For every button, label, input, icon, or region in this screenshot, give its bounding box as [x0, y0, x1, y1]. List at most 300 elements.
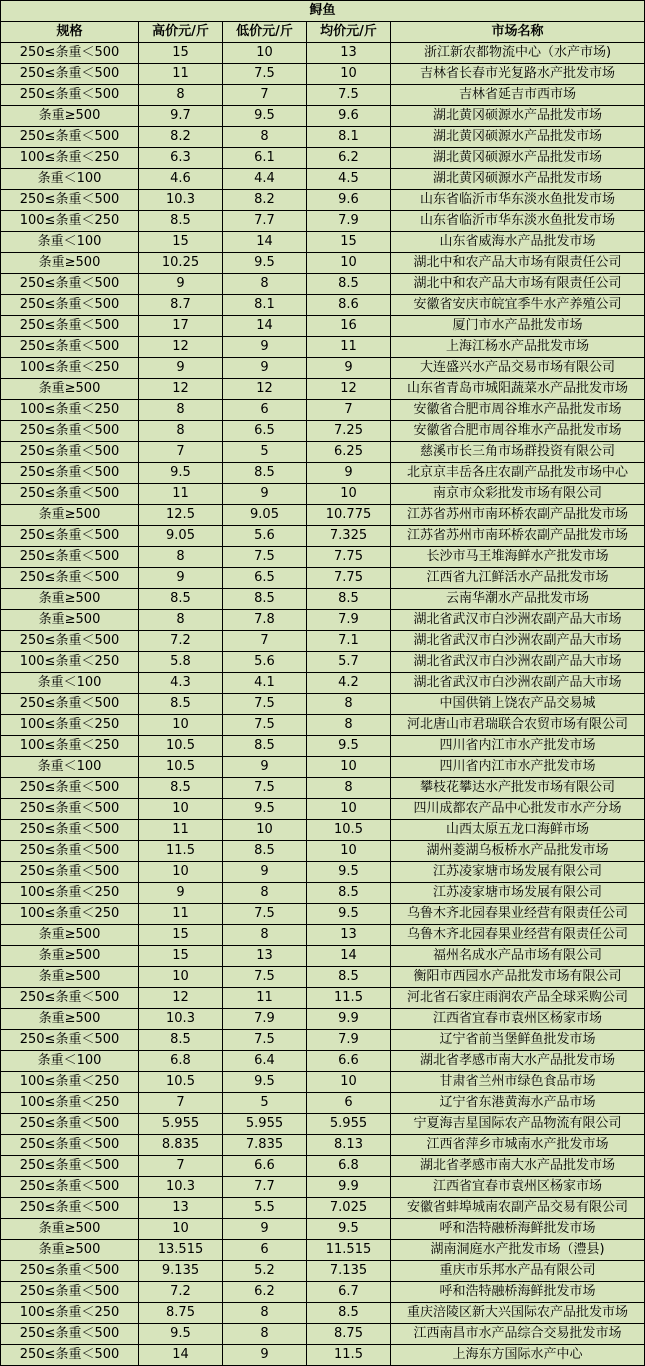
- cell-low-price: 7.8: [223, 610, 307, 631]
- cell-spec: 100≤条重＜250: [1, 715, 139, 736]
- cell-market-name: 湖北省武汉市白沙洲农副产品大市场: [391, 652, 645, 673]
- cell-low-price: 7.5: [223, 715, 307, 736]
- cell-avg-price: 10: [307, 799, 391, 820]
- cell-spec: 条重≥500: [1, 1240, 139, 1261]
- table-row: [1, 1114, 645, 1135]
- cell-high-price: 11.5: [139, 841, 223, 862]
- cell-low-price: 7.7: [223, 1177, 307, 1198]
- cell-avg-price: 8.5: [307, 1303, 391, 1324]
- cell-low-price: 9: [223, 1219, 307, 1240]
- cell-high-price: 9: [139, 274, 223, 295]
- cell-market-name: 湖北黄冈硕源水产品批发市场: [391, 106, 645, 127]
- table-row: [1, 799, 645, 820]
- cell-market-name: 慈溪市长三角市场群投资有限公司: [391, 442, 645, 463]
- cell-high-price: 7.2: [139, 631, 223, 652]
- cell-avg-price: 15: [307, 232, 391, 253]
- table-row: [1, 85, 645, 106]
- cell-spec: 250≤条重＜500: [1, 1261, 139, 1282]
- cell-spec: 100≤条重＜250: [1, 1093, 139, 1114]
- table-row: [1, 1156, 645, 1177]
- table-row: [1, 484, 645, 505]
- table-row: [1, 757, 645, 778]
- cell-avg-price: 7.1: [307, 631, 391, 652]
- cell-spec: 250≤条重＜500: [1, 337, 139, 358]
- cell-avg-price: 13: [307, 43, 391, 64]
- table-row: [1, 1282, 645, 1303]
- cell-avg-price: 10: [307, 1072, 391, 1093]
- cell-market-name: 江西南昌市水产品综合交易批发市场: [391, 1324, 645, 1345]
- cell-high-price: 7: [139, 1093, 223, 1114]
- cell-market-name: 安徽省安庆市皖宜季牛水产养殖公司: [391, 295, 645, 316]
- cell-high-price: 15: [139, 925, 223, 946]
- cell-avg-price: 9.5: [307, 862, 391, 883]
- table-row: [1, 1240, 645, 1261]
- cell-avg-price: 6.2: [307, 148, 391, 169]
- cell-market-name: 山东省青岛市城阳蔬菜水产品批发市场: [391, 379, 645, 400]
- cell-market-name: 湖北省孝感市南大水产品批发市场: [391, 1156, 645, 1177]
- cell-spec: 250≤条重＜500: [1, 799, 139, 820]
- cell-avg-price: 7.135: [307, 1261, 391, 1282]
- table-row: [1, 589, 645, 610]
- cell-spec: 条重＜100: [1, 169, 139, 190]
- cell-spec: 250≤条重＜500: [1, 526, 139, 547]
- cell-avg-price: 9.9: [307, 1009, 391, 1030]
- cell-avg-price: 7.325: [307, 526, 391, 547]
- cell-low-price: 7.5: [223, 778, 307, 799]
- cell-low-price: 9.5: [223, 799, 307, 820]
- cell-high-price: 9: [139, 358, 223, 379]
- cell-avg-price: 10.5: [307, 820, 391, 841]
- cell-market-name: 江苏省苏州市南环桥农副产品批发市场: [391, 505, 645, 526]
- cell-market-name: 中国供销上饶农产品交易城: [391, 694, 645, 715]
- cell-market-name: 北京京丰岳各庄农副产品批发市场中心: [391, 463, 645, 484]
- cell-low-price: 6.1: [223, 148, 307, 169]
- cell-avg-price: 7.9: [307, 1030, 391, 1051]
- table-row: [1, 190, 645, 211]
- cell-avg-price: 8: [307, 694, 391, 715]
- cell-market-name: 乌鲁木齐北园春果业经营有限责任公司: [391, 925, 645, 946]
- cell-spec: 条重＜100: [1, 673, 139, 694]
- cell-spec: 条重≥500: [1, 379, 139, 400]
- cell-low-price: 6.5: [223, 568, 307, 589]
- cell-spec: 250≤条重＜500: [1, 694, 139, 715]
- cell-high-price: 9: [139, 568, 223, 589]
- table-row: [1, 169, 645, 190]
- table-row: [1, 463, 645, 484]
- cell-avg-price: 8.75: [307, 1324, 391, 1345]
- cell-avg-price: 14: [307, 946, 391, 967]
- cell-market-name: 河北省石家庄雨润农产品全球采购公司: [391, 988, 645, 1009]
- cell-spec: 条重＜100: [1, 757, 139, 778]
- cell-avg-price: 6.8: [307, 1156, 391, 1177]
- cell-spec: 条重≥500: [1, 1009, 139, 1030]
- cell-avg-price: 7.9: [307, 211, 391, 232]
- table-row: [1, 1135, 645, 1156]
- cell-spec: 250≤条重＜500: [1, 484, 139, 505]
- cell-market-name: 吉林省长春市光复路水产批发市场: [391, 64, 645, 85]
- cell-high-price: 9.7: [139, 106, 223, 127]
- cell-market-name: 湖北中和农产品大市场有限责任公司: [391, 274, 645, 295]
- cell-low-price: 7.5: [223, 1030, 307, 1051]
- cell-spec: 250≤条重＜500: [1, 43, 139, 64]
- cell-low-price: 13: [223, 946, 307, 967]
- cell-low-price: 5.6: [223, 526, 307, 547]
- cell-avg-price: 12: [307, 379, 391, 400]
- cell-high-price: 8.5: [139, 1030, 223, 1051]
- cell-high-price: 8: [139, 85, 223, 106]
- cell-market-name: 江西省宜春市袁州区杨家市场: [391, 1177, 645, 1198]
- cell-high-price: 10.3: [139, 1177, 223, 1198]
- cell-market-name: 云南华潮水产品批发市场: [391, 589, 645, 610]
- cell-market-name: 湖北省武汉市白沙洲农副产品大市场: [391, 631, 645, 652]
- cell-high-price: 9: [139, 883, 223, 904]
- cell-market-name: 宁夏海吉星国际农产品物流有限公司: [391, 1114, 645, 1135]
- cell-low-price: 7.5: [223, 967, 307, 988]
- cell-spec: 250≤条重＜500: [1, 988, 139, 1009]
- cell-spec: 条重≥500: [1, 610, 139, 631]
- cell-avg-price: 6.25: [307, 442, 391, 463]
- cell-high-price: 15: [139, 232, 223, 253]
- cell-avg-price: 9.5: [307, 904, 391, 925]
- cell-spec: 250≤条重＜500: [1, 547, 139, 568]
- cell-low-price: 10: [223, 43, 307, 64]
- cell-low-price: 5: [223, 442, 307, 463]
- header-low-price: 低价元/斤: [223, 22, 307, 43]
- cell-avg-price: 7.75: [307, 568, 391, 589]
- cell-high-price: 6.8: [139, 1051, 223, 1072]
- table-body: [1, 43, 645, 1366]
- cell-spec: 250≤条重＜500: [1, 631, 139, 652]
- cell-market-name: 辽宁省东港黄海水产品市场: [391, 1093, 645, 1114]
- cell-market-name: 江苏省苏州市南环桥农副产品批发市场: [391, 526, 645, 547]
- cell-market-name: 大连盛兴水产品交易市场有限公司: [391, 358, 645, 379]
- table-row: [1, 673, 645, 694]
- cell-avg-price: 6.6: [307, 1051, 391, 1072]
- table-row: [1, 841, 645, 862]
- table-row: [1, 1093, 645, 1114]
- cell-low-price: 7.5: [223, 904, 307, 925]
- table-row: [1, 547, 645, 568]
- cell-market-name: 湖北省武汉市白沙洲农副产品大市场: [391, 610, 645, 631]
- cell-high-price: 11: [139, 64, 223, 85]
- cell-market-name: 上海东方国际水产中心: [391, 1345, 645, 1366]
- cell-spec: 条重≥500: [1, 925, 139, 946]
- table-row: [1, 988, 645, 1009]
- table-row: [1, 64, 645, 85]
- cell-low-price: 8.5: [223, 736, 307, 757]
- cell-spec: 250≤条重＜500: [1, 463, 139, 484]
- cell-low-price: 8: [223, 127, 307, 148]
- cell-low-price: 9: [223, 1345, 307, 1366]
- cell-spec: 250≤条重＜500: [1, 295, 139, 316]
- cell-spec: 250≤条重＜500: [1, 85, 139, 106]
- table-row: [1, 715, 645, 736]
- cell-market-name: 四川省内江市水产批发市场: [391, 757, 645, 778]
- cell-avg-price: 9: [307, 358, 391, 379]
- cell-high-price: 11: [139, 820, 223, 841]
- cell-spec: 250≤条重＜500: [1, 1114, 139, 1135]
- cell-market-name: 攀枝花攀达水产批发市场有限公司: [391, 778, 645, 799]
- cell-market-name: 安徽省合肥市周谷堆水产品批发市场: [391, 400, 645, 421]
- cell-market-name: 湖北黄冈硕源水产品批发市场: [391, 127, 645, 148]
- table-row: [1, 316, 645, 337]
- cell-avg-price: 7.75: [307, 547, 391, 568]
- cell-spec: 条重＜100: [1, 232, 139, 253]
- cell-high-price: 4.6: [139, 169, 223, 190]
- cell-spec: 250≤条重＜500: [1, 820, 139, 841]
- cell-spec: 条重≥500: [1, 106, 139, 127]
- cell-low-price: 8.5: [223, 589, 307, 610]
- cell-spec: 250≤条重＜500: [1, 127, 139, 148]
- table-row: [1, 337, 645, 358]
- cell-high-price: 8.2: [139, 127, 223, 148]
- cell-spec: 250≤条重＜500: [1, 442, 139, 463]
- cell-low-price: 9: [223, 757, 307, 778]
- cell-low-price: 8: [223, 274, 307, 295]
- cell-spec: 250≤条重＜500: [1, 1198, 139, 1219]
- cell-high-price: 9.135: [139, 1261, 223, 1282]
- table-row: [1, 43, 645, 64]
- cell-low-price: 9: [223, 484, 307, 505]
- cell-low-price: 11: [223, 988, 307, 1009]
- cell-avg-price: 11.5: [307, 988, 391, 1009]
- cell-high-price: 10: [139, 1219, 223, 1240]
- cell-high-price: 10.3: [139, 190, 223, 211]
- cell-market-name: 上海江杨水产品批发市场: [391, 337, 645, 358]
- cell-high-price: 6.3: [139, 148, 223, 169]
- cell-spec: 250≤条重＜500: [1, 274, 139, 295]
- header-high-price: 高价元/斤: [139, 22, 223, 43]
- table-row: [1, 211, 645, 232]
- cell-avg-price: 10.775: [307, 505, 391, 526]
- cell-avg-price: 5.955: [307, 1114, 391, 1135]
- cell-avg-price: 9.9: [307, 1177, 391, 1198]
- cell-avg-price: 6: [307, 1093, 391, 1114]
- cell-market-name: 江西省九江鲜活水产品批发市场: [391, 568, 645, 589]
- cell-high-price: 12: [139, 379, 223, 400]
- cell-high-price: 7: [139, 442, 223, 463]
- cell-avg-price: 8.5: [307, 274, 391, 295]
- cell-spec: 条重≥500: [1, 1219, 139, 1240]
- cell-low-price: 8.1: [223, 295, 307, 316]
- cell-market-name: 湖北黄冈硕源水产品批发市场: [391, 169, 645, 190]
- cell-low-price: 6.4: [223, 1051, 307, 1072]
- cell-market-name: 江西省萍乡市城南水产批发市场: [391, 1135, 645, 1156]
- table-row: [1, 379, 645, 400]
- table-row: [1, 820, 645, 841]
- cell-spec: 250≤条重＜500: [1, 1135, 139, 1156]
- cell-high-price: 10.5: [139, 736, 223, 757]
- cell-avg-price: 13: [307, 925, 391, 946]
- cell-high-price: 8.5: [139, 211, 223, 232]
- cell-high-price: 8.5: [139, 694, 223, 715]
- cell-market-name: 山西太原五龙口海鲜市场: [391, 820, 645, 841]
- cell-high-price: 15: [139, 43, 223, 64]
- cell-high-price: 10.25: [139, 253, 223, 274]
- cell-market-name: 呼和浩特融桥海鲜批发市场: [391, 1282, 645, 1303]
- cell-market-name: 甘肃省兰州市绿色食品市场: [391, 1072, 645, 1093]
- cell-market-name: 山东省临沂市华东淡水鱼批发市场: [391, 211, 645, 232]
- cell-low-price: 5.955: [223, 1114, 307, 1135]
- cell-spec: 250≤条重＜500: [1, 778, 139, 799]
- cell-low-price: 9.5: [223, 106, 307, 127]
- cell-low-price: 9.5: [223, 253, 307, 274]
- cell-market-name: 浙江新农都物流中心（水产市场): [391, 43, 645, 64]
- cell-high-price: 5.955: [139, 1114, 223, 1135]
- cell-avg-price: 4.5: [307, 169, 391, 190]
- cell-high-price: 10.3: [139, 1009, 223, 1030]
- cell-high-price: 10.5: [139, 757, 223, 778]
- table-row: [1, 400, 645, 421]
- cell-low-price: 9: [223, 358, 307, 379]
- cell-high-price: 9.5: [139, 1324, 223, 1345]
- cell-market-name: 湖北中和农产品大市场有限责任公司: [391, 253, 645, 274]
- cell-low-price: 7: [223, 631, 307, 652]
- table-row: [1, 1072, 645, 1093]
- cell-spec: 100≤条重＜250: [1, 1072, 139, 1093]
- cell-spec: 100≤条重＜250: [1, 358, 139, 379]
- cell-spec: 250≤条重＜500: [1, 64, 139, 85]
- table-row: [1, 1303, 645, 1324]
- table-row: [1, 106, 645, 127]
- cell-low-price: 8.5: [223, 841, 307, 862]
- cell-avg-price: 8.5: [307, 589, 391, 610]
- table-row: [1, 148, 645, 169]
- cell-avg-price: 11.5: [307, 1345, 391, 1366]
- cell-market-name: 湖南洞庭水产批发市场（澧县): [391, 1240, 645, 1261]
- table-row: [1, 127, 645, 148]
- cell-high-price: 15: [139, 946, 223, 967]
- cell-high-price: 5.8: [139, 652, 223, 673]
- cell-avg-price: 8.5: [307, 967, 391, 988]
- table-row: [1, 736, 645, 757]
- table-row: [1, 568, 645, 589]
- cell-low-price: 4.4: [223, 169, 307, 190]
- cell-market-name: 吉林省延吉市西市场: [391, 85, 645, 106]
- table-row: [1, 1177, 645, 1198]
- table-row: [1, 1198, 645, 1219]
- cell-low-price: 14: [223, 232, 307, 253]
- cell-low-price: 9: [223, 862, 307, 883]
- cell-market-name: 四川成都农产品中心批发市水产分场: [391, 799, 645, 820]
- cell-spec: 100≤条重＜250: [1, 1303, 139, 1324]
- cell-market-name: 辽宁省前当堡鲜鱼批发市场: [391, 1030, 645, 1051]
- cell-market-name: 湖北省武汉市白沙洲农副产品大市场: [391, 673, 645, 694]
- table-row: [1, 274, 645, 295]
- cell-low-price: 8.5: [223, 463, 307, 484]
- cell-high-price: 11: [139, 904, 223, 925]
- cell-spec: 250≤条重＜500: [1, 190, 139, 211]
- header-spec: 规格: [1, 22, 139, 43]
- table-row: [1, 1219, 645, 1240]
- header-avg-price: 均价元/斤: [307, 22, 391, 43]
- cell-low-price: 5.2: [223, 1261, 307, 1282]
- table-row: [1, 925, 645, 946]
- cell-high-price: 10: [139, 862, 223, 883]
- cell-high-price: 4.3: [139, 673, 223, 694]
- table-row: [1, 1009, 645, 1030]
- cell-low-price: 6.2: [223, 1282, 307, 1303]
- cell-low-price: 7.9: [223, 1009, 307, 1030]
- cell-spec: 250≤条重＜500: [1, 568, 139, 589]
- cell-spec: 条重≥500: [1, 505, 139, 526]
- cell-low-price: 12: [223, 379, 307, 400]
- cell-low-price: 7.835: [223, 1135, 307, 1156]
- table-row: [1, 442, 645, 463]
- cell-spec: 条重≥500: [1, 253, 139, 274]
- cell-market-name: 湖北省孝感市南大水产品批发市场: [391, 1051, 645, 1072]
- cell-high-price: 7.2: [139, 1282, 223, 1303]
- cell-spec: 100≤条重＜250: [1, 400, 139, 421]
- cell-spec: 条重≥500: [1, 946, 139, 967]
- cell-high-price: 8: [139, 421, 223, 442]
- cell-high-price: 8.75: [139, 1303, 223, 1324]
- table-row: [1, 1324, 645, 1345]
- cell-spec: 250≤条重＜500: [1, 841, 139, 862]
- table-row: [1, 232, 645, 253]
- cell-low-price: 4.1: [223, 673, 307, 694]
- table-row: [1, 967, 645, 988]
- cell-avg-price: 4.2: [307, 673, 391, 694]
- cell-market-name: 山东省威海水产品批发市场: [391, 232, 645, 253]
- cell-market-name: 湖州菱湖乌板桥水产品批发市场: [391, 841, 645, 862]
- table-row: [1, 526, 645, 547]
- cell-avg-price: 9: [307, 463, 391, 484]
- cell-avg-price: 10: [307, 484, 391, 505]
- table-header-row: [1, 22, 645, 43]
- cell-avg-price: 10: [307, 64, 391, 85]
- cell-avg-price: 9.5: [307, 736, 391, 757]
- table-row: [1, 904, 645, 925]
- cell-low-price: 6: [223, 1240, 307, 1261]
- cell-market-name: 呼和浩特融桥海鲜批发市场: [391, 1219, 645, 1240]
- cell-spec: 100≤条重＜250: [1, 904, 139, 925]
- cell-market-name: 重庆涪陵区新大兴国际农产品批发市场: [391, 1303, 645, 1324]
- cell-high-price: 12: [139, 337, 223, 358]
- cell-avg-price: 8: [307, 778, 391, 799]
- cell-low-price: 10: [223, 820, 307, 841]
- cell-spec: 250≤条重＜500: [1, 1345, 139, 1366]
- cell-high-price: 14: [139, 1345, 223, 1366]
- cell-low-price: 9.05: [223, 505, 307, 526]
- cell-high-price: 8.5: [139, 589, 223, 610]
- cell-spec: 250≤条重＜500: [1, 1282, 139, 1303]
- table-title-row: [1, 1, 645, 22]
- table-row: [1, 505, 645, 526]
- cell-high-price: 10: [139, 799, 223, 820]
- table-row: [1, 295, 645, 316]
- cell-low-price: 8: [223, 883, 307, 904]
- cell-spec: 100≤条重＜250: [1, 652, 139, 673]
- cell-low-price: 6: [223, 400, 307, 421]
- cell-market-name: 江苏凌家塘市场发展有限公司: [391, 883, 645, 904]
- cell-low-price: 8: [223, 925, 307, 946]
- cell-low-price: 6.5: [223, 421, 307, 442]
- cell-avg-price: 7.5: [307, 85, 391, 106]
- cell-avg-price: 9.5: [307, 1219, 391, 1240]
- cell-high-price: 10: [139, 967, 223, 988]
- cell-spec: 250≤条重＜500: [1, 421, 139, 442]
- cell-low-price: 7.5: [223, 64, 307, 85]
- cell-low-price: 6.6: [223, 1156, 307, 1177]
- cell-high-price: 13.515: [139, 1240, 223, 1261]
- table-row: [1, 862, 645, 883]
- cell-spec: 100≤条重＜250: [1, 148, 139, 169]
- table-row: [1, 883, 645, 904]
- cell-market-name: 衡阳市西园水产品批发市场有限公司: [391, 967, 645, 988]
- cell-low-price: 8: [223, 1324, 307, 1345]
- cell-high-price: 8: [139, 547, 223, 568]
